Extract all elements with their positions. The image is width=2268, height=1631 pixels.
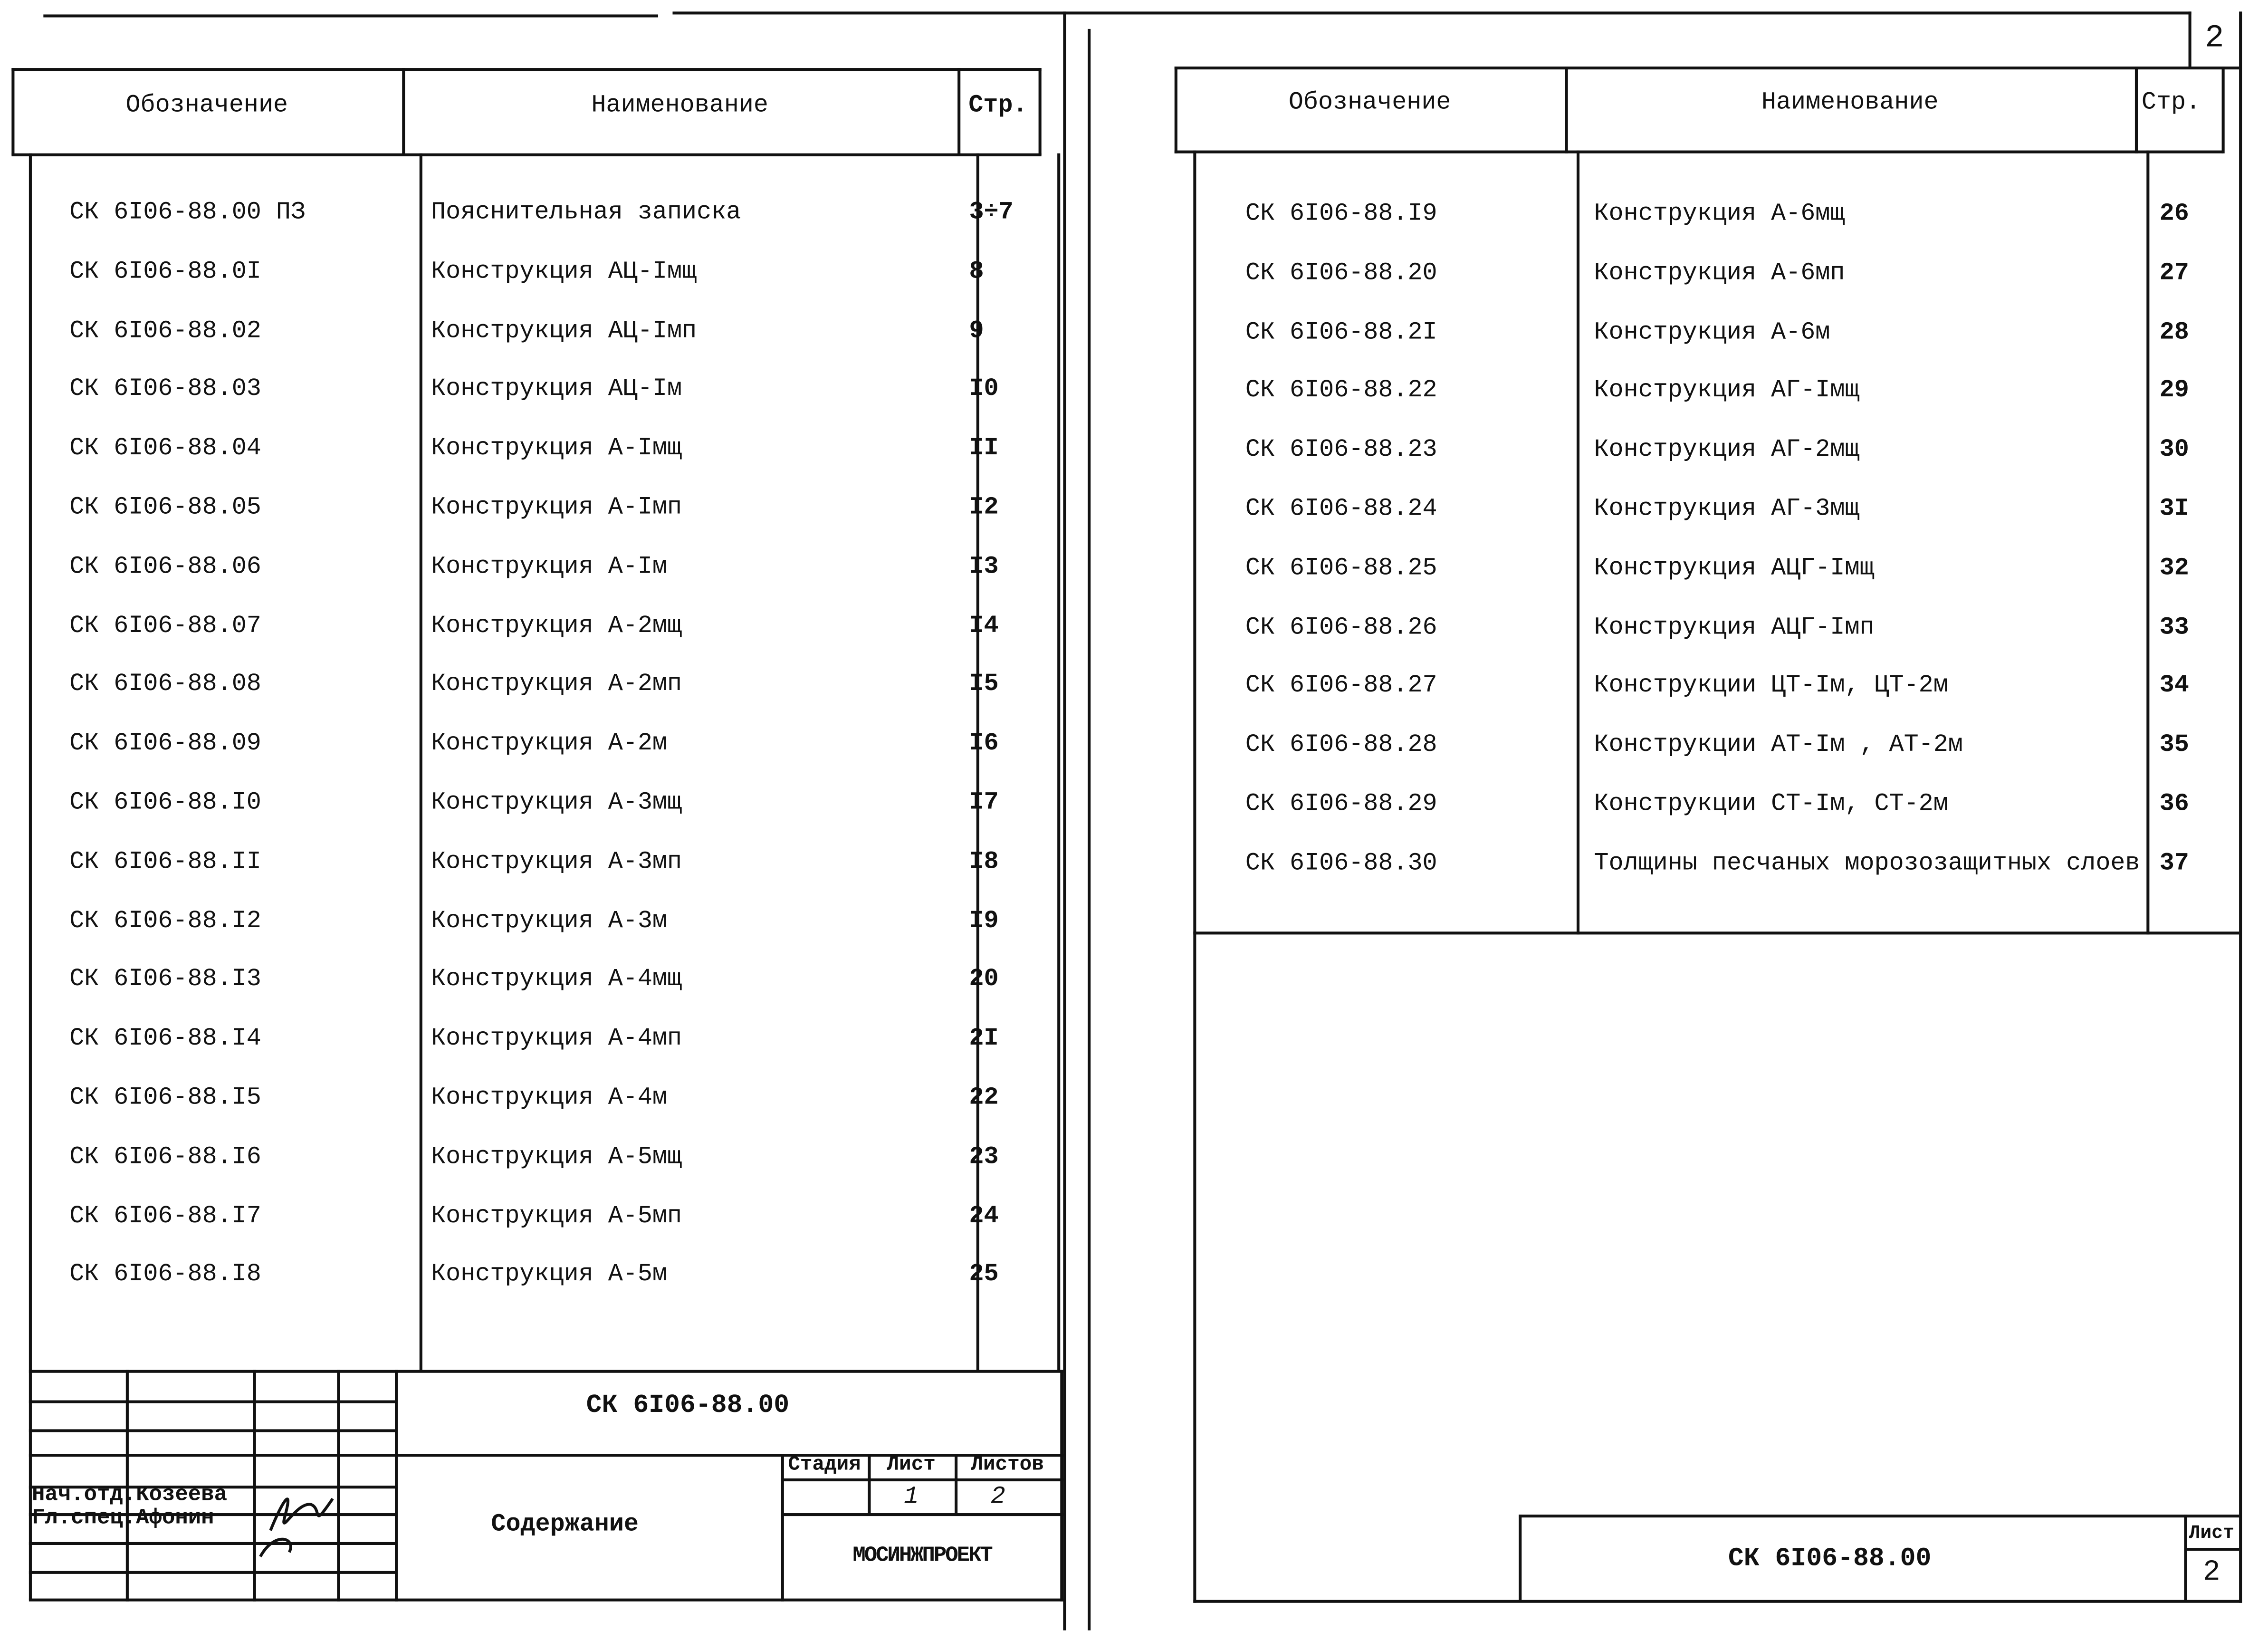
table-border — [11, 68, 1041, 71]
row-designation: СК 6I06-88.22 — [1245, 378, 1437, 406]
table-border — [1057, 154, 1060, 1372]
row-page: 27 — [2159, 260, 2189, 288]
row-page: 2I — [969, 1026, 999, 1054]
document-title: Содержание — [491, 1511, 639, 1539]
row-page: I3 — [969, 554, 999, 582]
row-designation: СК 6I06-88.II — [69, 849, 261, 877]
row-designation: СК 6I06-88.I5 — [69, 1085, 261, 1113]
row-name: Конструкция А-5мщ — [431, 1144, 682, 1172]
row-name: Конструкция А-6мп — [1594, 260, 1845, 288]
row-page: 32 — [2159, 555, 2189, 583]
title-block-line — [29, 1571, 395, 1574]
row-page: 23 — [969, 1144, 999, 1172]
row-name: Конструкции АТ-Iм , АТ-2м — [1594, 732, 1963, 760]
sheets-label: Листов — [971, 1454, 1044, 1477]
row-page: 36 — [2159, 791, 2189, 819]
row-designation: СК 6I06-88.20 — [1245, 260, 1437, 288]
row-page: 28 — [2159, 319, 2189, 347]
row-page: 3I — [2159, 496, 2189, 524]
row-page: 35 — [2159, 732, 2189, 760]
row-name: Конструкция А-6мщ — [1594, 201, 1845, 229]
row-designation: СК 6I06-88.05 — [69, 495, 261, 522]
row-page: I7 — [969, 790, 999, 817]
row-name: Конструкция А-6м — [1594, 319, 1830, 347]
row-name: Конструкция А-5мп — [431, 1203, 682, 1231]
table-border — [2146, 151, 2149, 935]
row-name: Конструкция АГ-Iмщ — [1594, 378, 1860, 406]
border-line — [43, 14, 658, 17]
row-name: Толщины песчаных морозозащитных слоев — [1594, 850, 2140, 878]
row-designation: СК 6I06-88.30 — [1245, 850, 1437, 878]
row-name: Пояснительная записка — [431, 200, 741, 227]
row-page: I5 — [969, 672, 999, 700]
title-block-line — [29, 1429, 395, 1432]
row-designation: СК 6I06-88.26 — [1245, 614, 1437, 642]
row-name: Конструкция А-3мп — [431, 849, 682, 877]
row-name: Конструкция А-2мщ — [431, 613, 682, 641]
row-designation: СК 6I06-88.I8 — [69, 1262, 261, 1290]
row-designation: СК 6I06-88.02 — [69, 317, 261, 345]
row-designation: СК 6I06-88.08 — [69, 672, 261, 700]
row-designation: СК 6I06-88.I0 — [69, 790, 261, 817]
document-code: СК 6I06-88.00 — [1728, 1545, 1932, 1574]
border-line — [672, 11, 2191, 14]
row-designation: СК 6I06-88.23 — [1245, 437, 1437, 465]
row-name: Конструкция А-4мп — [431, 1026, 682, 1054]
row-page: 24 — [969, 1203, 999, 1231]
title-block-line — [29, 1401, 395, 1403]
row-page: I9 — [969, 908, 999, 936]
document-code: СК 6I06-88.00 — [586, 1391, 790, 1421]
row-page: I0 — [969, 376, 999, 404]
title-block-line — [29, 1370, 1063, 1373]
row-name: Конструкции СТ-Iм, СТ-2м — [1594, 791, 1948, 819]
row-name: Конструкция А-4мщ — [431, 967, 682, 995]
sheet-number: 2 — [2202, 1556, 2220, 1590]
row-designation: СК 6I06-88.04 — [69, 435, 261, 463]
sheet-divider — [1063, 11, 1066, 1630]
signer-2: Гл.спец.Афонин — [31, 1506, 214, 1531]
row-page: 30 — [2159, 437, 2189, 465]
header-designation: Обозначение — [125, 92, 288, 120]
title-block-line — [2184, 1548, 2239, 1551]
row-designation: СК 6I06-88.29 — [1245, 791, 1437, 819]
row-designation: СК 6I06-88.I6 — [69, 1144, 261, 1172]
title-block-line — [781, 1478, 1063, 1481]
row-designation: СК 6I06-88.I4 — [69, 1026, 261, 1054]
row-page: 22 — [969, 1085, 999, 1113]
row-page: 3÷7 — [969, 200, 1014, 227]
row-designation: СК 6I06-88.09 — [69, 730, 261, 758]
sheet-label: Лист — [2189, 1522, 2234, 1544]
row-name: Конструкция АЦ-Iм — [431, 376, 682, 404]
row-page: 9 — [969, 317, 984, 345]
signature-icon — [253, 1473, 362, 1563]
row-page: 25 — [969, 1262, 999, 1290]
row-designation: СК 6I06-88.06 — [69, 554, 261, 582]
row-designation: СК 6I06-88.07 — [69, 613, 261, 641]
row-name: Конструкция А-3м — [431, 908, 667, 936]
row-page: 33 — [2159, 614, 2189, 642]
row-name: Конструкция А-Iм — [431, 554, 667, 582]
row-page: 26 — [2159, 201, 2189, 229]
stage-label: Стадия — [788, 1454, 861, 1477]
table-border — [2222, 67, 2225, 154]
header-page: Стр. — [2141, 89, 2201, 117]
row-designation: СК 6I06-88.I3 — [69, 967, 261, 995]
row-page: I4 — [969, 613, 999, 641]
row-page: 8 — [969, 259, 984, 287]
title-block-line — [1193, 1600, 2242, 1603]
row-page: 20 — [969, 967, 999, 995]
table-border — [1175, 67, 2239, 69]
table-border — [1175, 151, 2223, 154]
row-page: 34 — [2159, 673, 2189, 701]
table-border — [29, 154, 32, 1600]
row-name: Конструкция А-3мщ — [431, 790, 682, 817]
sheet-number: 1 — [904, 1484, 919, 1512]
row-designation: СК 6I06-88.I7 — [69, 1203, 261, 1231]
row-page: II — [969, 435, 999, 463]
row-name: Конструкция АЦГ-Iмщ — [1594, 555, 1875, 583]
table-border — [11, 154, 1041, 156]
organization: МОСИНЖПРОЕКТ — [852, 1543, 992, 1568]
header-name: Наименование — [1761, 89, 1939, 117]
title-block-line — [29, 1599, 1063, 1602]
row-name: Конструкция А-Iмп — [431, 495, 682, 522]
row-name: Конструкция АЦГ-Iмп — [1594, 614, 1875, 642]
row-name: Конструкция АГ-2мщ — [1594, 437, 1860, 465]
header-page: Стр. — [968, 92, 1028, 120]
row-page: 37 — [2159, 850, 2189, 878]
title-block-line — [1519, 1515, 2239, 1517]
title-block-line — [781, 1513, 1063, 1516]
row-designation: СК 6I06-88.2I — [1245, 319, 1437, 347]
sheet-number-top: 2 — [2205, 20, 2224, 57]
row-name: Конструкция А-4м — [431, 1085, 667, 1113]
header-designation: Обозначение — [1288, 89, 1451, 117]
row-name: Конструкция АГ-3мщ — [1594, 496, 1860, 524]
row-name: Конструкция А-5м — [431, 1262, 667, 1290]
row-designation: СК 6I06-88.24 — [1245, 496, 1437, 524]
table-border — [1193, 151, 1196, 1603]
row-name: Конструкции ЦТ-Iм, ЦТ-2м — [1594, 673, 1948, 701]
row-page: 29 — [2159, 378, 2189, 406]
table-border — [1039, 68, 1042, 155]
row-page: I6 — [969, 730, 999, 758]
header-name: Наименование — [591, 92, 768, 120]
row-name: Конструкция А-2мп — [431, 672, 682, 700]
row-designation: СК 6I06-88.25 — [1245, 555, 1437, 583]
sheet-label: Лист — [887, 1454, 936, 1477]
row-page: I2 — [969, 495, 999, 522]
row-designation: СК 6I06-88.I2 — [69, 908, 261, 936]
row-name: Конструкция АЦ-Iмп — [431, 317, 697, 345]
row-designation: СК 6I06-88.27 — [1245, 673, 1437, 701]
row-name: Конструкция А-Iмщ — [431, 435, 682, 463]
row-name: Конструкция А-2м — [431, 730, 667, 758]
table-border — [1577, 151, 1579, 935]
row-designation: СК 6I06-88.03 — [69, 376, 261, 404]
row-designation: СК 6I06-88.28 — [1245, 732, 1437, 760]
row-designation: СК 6I06-88.0I — [69, 259, 261, 287]
row-page: I8 — [969, 849, 999, 877]
table-border — [1193, 931, 2239, 934]
signer-1: Нач.отд.Козеева — [31, 1483, 228, 1507]
sheet-divider — [1088, 29, 1091, 1631]
table-border — [420, 154, 422, 1372]
frame-line — [2239, 11, 2242, 1602]
sheets-count: 2 — [990, 1484, 1005, 1512]
row-name: Конструкция АЦ-Iмщ — [431, 259, 697, 287]
row-designation: СК 6I06-88.I9 — [1245, 201, 1437, 229]
row-designation: СК 6I06-88.00 ПЗ — [69, 200, 306, 227]
